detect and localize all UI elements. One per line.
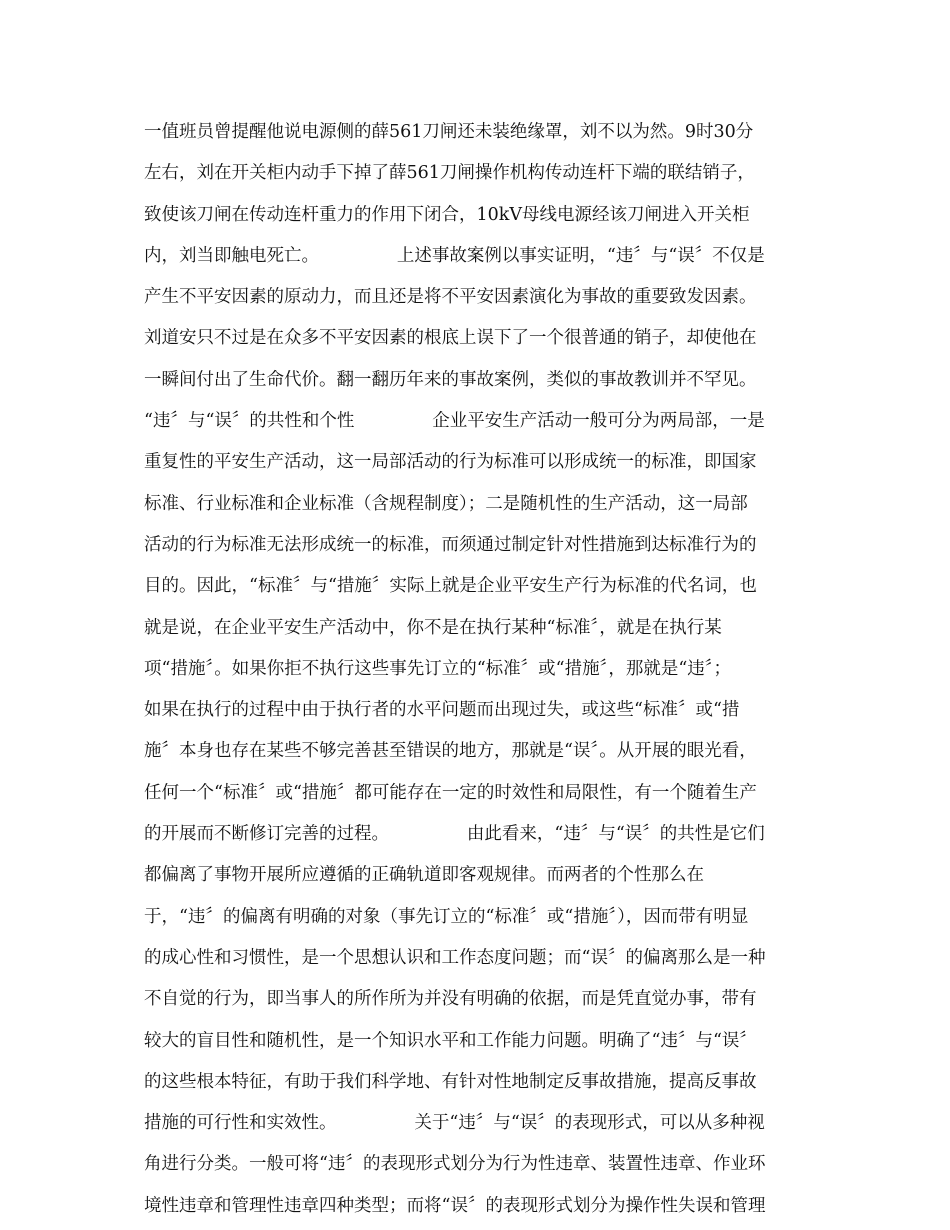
text-line: 境性违章和管理性违章四种类型；而将“误〞的表现形式划分为操作性失误和管理 xyxy=(144,1195,766,1216)
text-line: 的这些根本特征，有助于我们科学地、有针对性地制定反事故措施，提高反事故 xyxy=(144,1071,757,1092)
text-line: 重复性的平安生产活动，这一局部活动的行为标准可以形成统一的标准，即国家 xyxy=(144,452,757,473)
text-line: 一瞬间付出了生命代价。翻一翻历年来的事故案例，类似的事故教训并不罕见。 xyxy=(144,369,757,390)
text-line: 内，刘当即触电死亡。 上述事故案例以事实证明，“违〞与“误〞不仅是 xyxy=(144,245,765,266)
text-line: 于，“违〞的偏离有明确的对象（事先订立的“标准〞或“措施〞），因而带有明显 xyxy=(144,906,749,927)
text-line: 措施的可行性和实效性。 关于“违〞与“误〞的表现形式，可以从多种视 xyxy=(144,1113,765,1134)
text-line: 项“措施〞。如果你拒不执行这些事先订立的“标准〞或“措施〞，那就是“违〞； xyxy=(144,658,732,679)
text-line: 的成心性和习惯性，是一个思想认识和工作态度问题；而“误〞的偏离那么是一种 xyxy=(144,947,766,968)
text-line: 产生不平安因素的原动力，而且还是将不平安因素演化为事故的重要致发因素。 xyxy=(144,287,757,308)
text-line: 的开展而不断修订完善的过程。 由此看来，“违〞与“误〞的共性是它们 xyxy=(144,824,765,845)
text-line: “违〞与“误〞的共性和个性 企业平安生产活动一般可分为两局部，一是 xyxy=(144,411,765,432)
text-line: 刘道安只不过是在众多不平安因素的根底上误下了一个很普通的销子，却使他在 xyxy=(144,328,757,349)
text-line: 都偏离了事物开展所应遵循的正确轨道即客观规律。而两者的个性那么在 xyxy=(144,865,704,886)
text-line: 一值班员曾提醒他说电源侧的薛561刀闸还未装绝缘罩，刘不以为然。9时30分 xyxy=(144,122,754,142)
text-line: 角进行分类。一般可将“违〞的表现形式划分为行为性违章、装置性违章、作业环 xyxy=(144,1154,766,1175)
text-line: 致使该刀闸在传动连杆重力的作用下闭合，10kV母线电源经该刀闸进入开关柜 xyxy=(144,204,750,225)
text-line: 标准、行业标准和企业标准（含规程制度）；二是随机性的生产活动，这一局部 xyxy=(144,493,748,514)
body-text xyxy=(144,112,814,1227)
text-line: 不自觉的行为，即当事人的所作所为并没有明确的依据，而是凭直觉办事，带有 xyxy=(144,989,757,1010)
text-line: 左右，刘在开关柜内动手下掉了薛561刀闸操作机构传动连杆下端的联结销子， xyxy=(144,163,755,184)
text-line: 活动的行为标准无法形成统一的标准，而须通过制定针对性措施到达标准行为的 xyxy=(144,534,757,555)
text-line: 任何一个“标准〞或“措施〞都可能存在一定的时效性和局限性，有一个随着生产 xyxy=(144,782,757,803)
text-line: 就是说，在企业平安生产活动中，你不是在执行某种“标准〞，就是在执行某 xyxy=(144,617,722,638)
text-line: 较大的盲目性和随机性，是一个知识水平和工作能力问题。明确了“违〞与“误〞 xyxy=(144,1030,757,1051)
text-line: 如果在执行的过程中由于执行者的水平问题而出现过失，或这些“标准〞或“措 xyxy=(144,700,740,721)
text-line: 施〞本身也存在某些不够完善甚至错误的地方，那就是“误〞。从开展的眼光看， xyxy=(144,741,757,762)
text-line: 目的。因此，“标准〞与“措施〞实际上就是企业平安生产行为标准的代名词，也 xyxy=(144,576,757,597)
